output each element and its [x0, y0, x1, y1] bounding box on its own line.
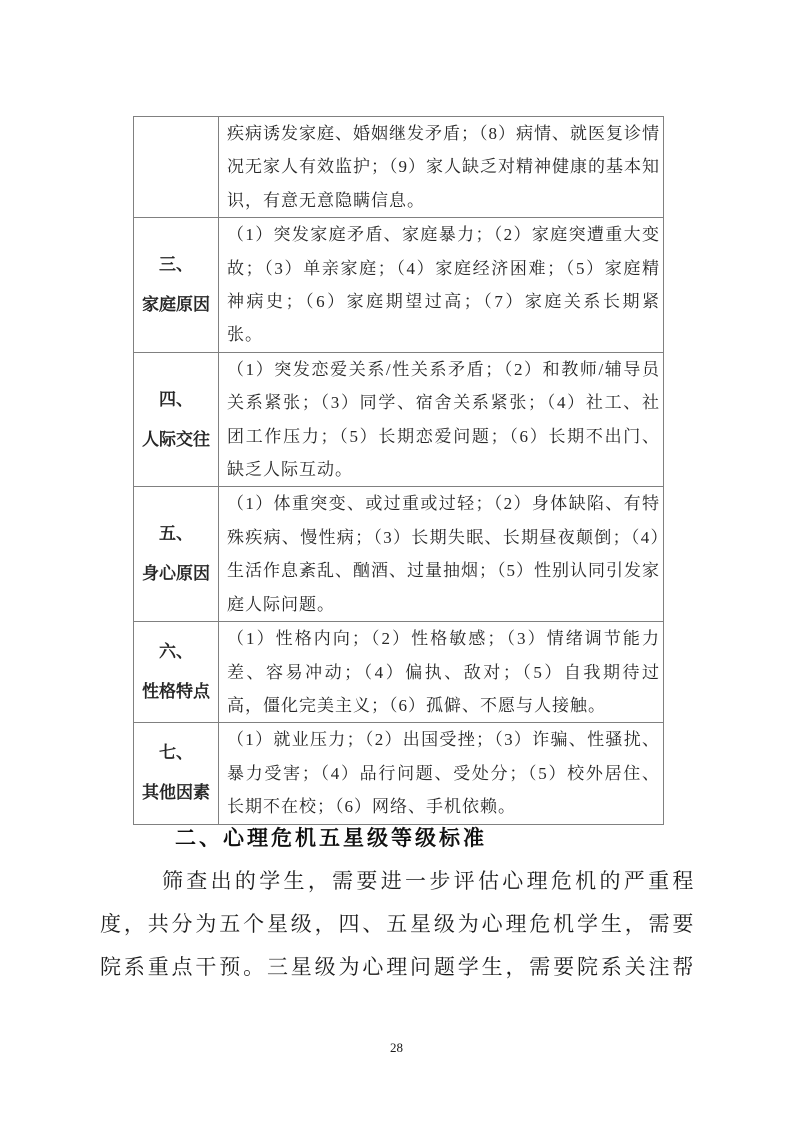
page-number: 28: [390, 1040, 403, 1055]
category-label-line1: 五、: [159, 524, 193, 544]
category-label-line1: 三、: [159, 255, 193, 275]
category-label-line2: 家庭原因: [142, 295, 210, 315]
row-category-cell: [134, 723, 219, 824]
row-category-cell: [134, 218, 219, 353]
row-category-cell: [134, 622, 219, 723]
category-label-line2: 人际交往: [142, 429, 210, 449]
row-category-cell: [134, 117, 219, 218]
category-label-line1: 七、: [159, 743, 193, 763]
category-label-line1: 四、: [159, 389, 193, 409]
table-row: [134, 218, 664, 353]
row-content-cell: （1）突发恋爱关系/性关系矛盾；（2）和教师/辅导员关系紧张；（3）同学、宿舍关系紧张；（4）社工、社团工作压力；（5）长期恋爱问题；（6）长期不出门、缺乏人际互动。: [219, 352, 664, 487]
body-paragraph: 筛查出的学生，需要进一步评估心理危机的严重程度，共分为五个星级，四、五星级为心理危机学生，需要院系重点干预。三星级为心理问题学生，需要院系关注帮: [100, 869, 696, 979]
table-row: [134, 352, 664, 487]
table-row: [134, 117, 664, 218]
table-row: [134, 487, 664, 622]
row-content-cell: （1）突发家庭矛盾、家庭暴力；（2）家庭突遭重大变故；（3）单亲家庭；（4）家庭经济困难；（5）家庭精神病史；（6）家庭期望过高；（7）家庭关系长期紧张。: [219, 218, 664, 353]
category-label-line2: 身心原因: [142, 564, 210, 584]
row-content-cell: （1）性格内向；（2）性格敏感；（3）情绪调节能力差、容易冲动；（4）偏执、敌对；（5）自我期待过高，僵化完美主义；（6）孤僻、不愿与人接触。: [219, 622, 664, 723]
section-heading: 二、心理危机五星级等级标准: [175, 827, 487, 850]
table-row: [134, 723, 664, 824]
category-label-line2: 性格特点: [142, 682, 210, 702]
risk-factors-table: [133, 116, 664, 825]
row-content-cell: 疾病诱发家庭、婚姻继发矛盾；（8）病情、就医复诊情况无家人有效监护；（9）家人缺乏对精神健康的基本知识，有意无意隐瞒信息。: [219, 117, 664, 218]
category-label-line1: 六、: [159, 642, 193, 662]
row-content-cell: （1）体重突变、或过重或过轻；（2）身体缺陷、有特殊疾病、慢性病；（3）长期失眠、长期昼夜颠倒；（4）生活作息紊乱、酗酒、过量抽烟；（5）性别认同引发家庭人际问题。: [219, 487, 664, 622]
category-label-line2: 其他因素: [142, 783, 210, 803]
row-category-cell: [134, 352, 219, 487]
row-content-cell: （1）就业压力；（2）出国受挫；（3）诈骗、性骚扰、暴力受害；（4）品行问题、受处分；（5）校外居住、长期不在校；（6）网络、手机依赖。: [219, 723, 664, 824]
row-category-cell: [134, 487, 219, 622]
table-row: [134, 622, 664, 723]
